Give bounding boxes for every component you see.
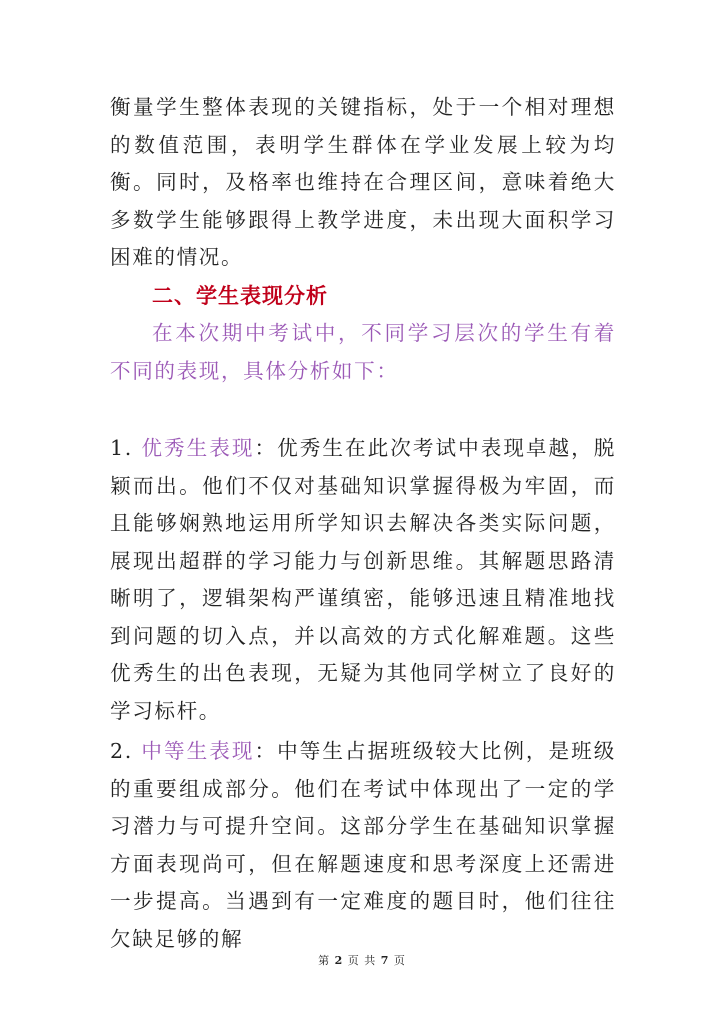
- intro-continuation-text: 衡量学生整体表现的关键指标，处于一个相对理想的数值范围，表明学生群体在学业发展上较为均衡。同时，及格率也维持在合理区间，意味着绝大多数学生能够跟得上教学进度，未出现大面积学习困难的情况。: [110, 95, 616, 269]
- item-2-label: 中等生表现: [141, 739, 255, 763]
- footer-page-number: 2: [334, 954, 344, 967]
- item-1-number: 1.: [110, 436, 142, 460]
- section-intro-paragraph: [110, 315, 616, 390]
- intro-continuation-paragraph: [110, 89, 616, 277]
- section-intro-text: 在本次期中考试中，不同学习层次的学生有着不同的表现，具体分析如下：: [110, 321, 616, 383]
- page-footer: [0, 952, 724, 968]
- footer-middle: 页 共: [347, 954, 377, 967]
- footer-suffix: 页: [393, 954, 406, 967]
- section-heading: 二、学生表现分析: [152, 284, 328, 308]
- item-2-paragraph: [110, 733, 616, 958]
- item-2-number: 2.: [110, 739, 142, 763]
- footer-prefix: 第: [318, 954, 331, 967]
- item-1-label: 优秀生表现: [141, 436, 255, 460]
- item-1-paragraph: [110, 430, 616, 730]
- item-1-text: ：优秀生在此次考试中表现卓越，脱颖而出。他们不仅对基础知识掌握得极为牢固，而且能够娴熟地运用所学知识去解决各类实际问题，展现出超群的学习能力与创新思维。其解题思路清晰明了，逻辑架构严谨缜密，能够迅速且精准地找到问题的切入点，并以高效的方式化解难题。这些优秀生的出色表现，无疑为其他同学树立了良好的学习标杆。: [110, 436, 616, 723]
- footer-total-pages: 7: [380, 954, 390, 967]
- item-2-text: ：中等生占据班级较大比例，是班级的重要组成部分。他们在考试中体现出了一定的学习潜力与可提升空间。这部分学生在基础知识掌握方面表现尚可，但在解题速度和思考深度上还需进一步提高。当遇到有一定难度的题目时，他们往往欠缺足够的解: [110, 739, 616, 951]
